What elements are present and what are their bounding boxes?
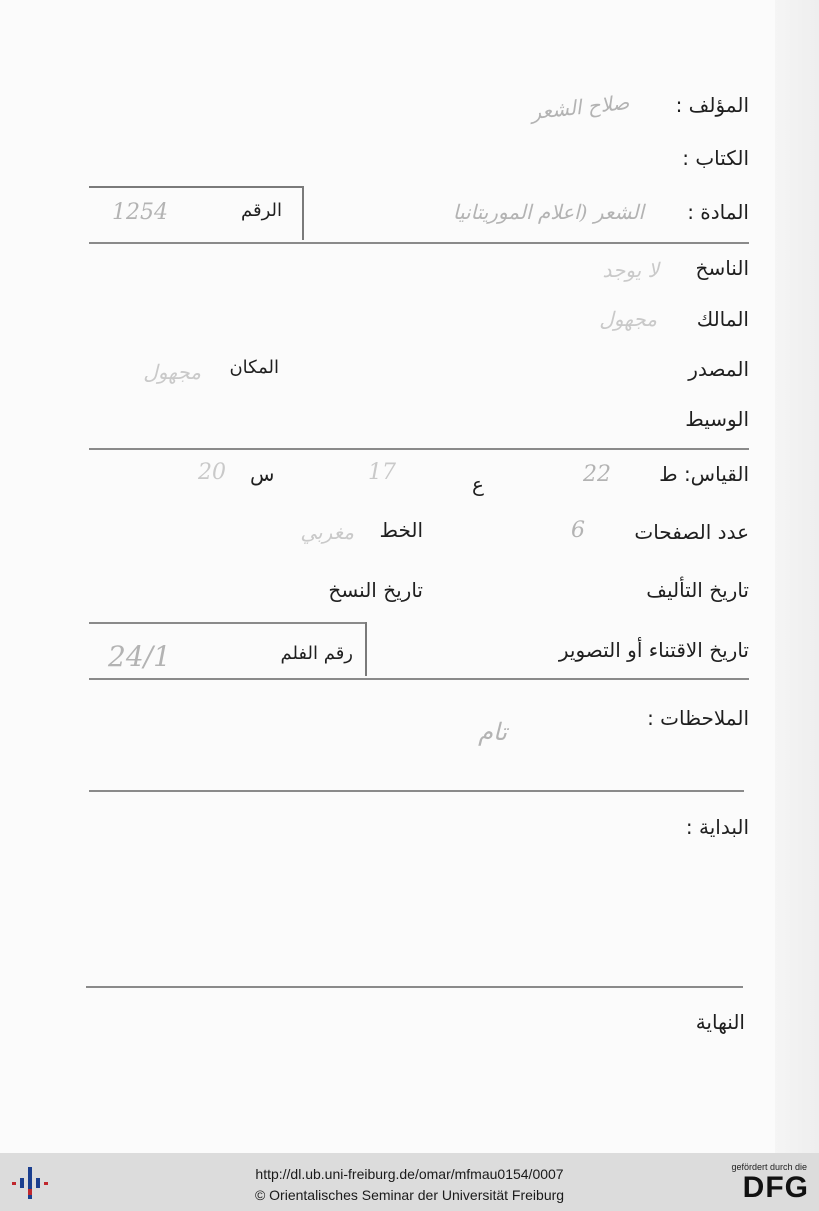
number-value: 1254 [112,200,168,225]
subject-label: المادة : [687,200,749,224]
copyist-label: الناسخ [695,256,749,280]
measure-t-value: 22 [583,462,611,487]
notes-label: الملاحظات : [647,706,749,730]
composition-date-label: تاريخ التأليف [646,578,749,602]
notes-value: تام [478,718,507,746]
copy-date-label: تاريخ النسخ [328,578,423,602]
copyright-text: © Orientalisches Seminar der Universität Freiburg [254,1187,565,1203]
document-url-link[interactable]: http://dl.ub.uni-freiburg.de/omar/mfmau0154/0007 [255,1166,564,1182]
divider-3 [89,678,749,680]
mediator-label: الوسيط [685,407,749,431]
measure-s-label: س [250,462,275,486]
divider-4 [89,790,744,792]
divider-2 [89,448,749,450]
film-label: رقم الفلم [280,643,353,664]
page-edge-shadow [775,0,819,1153]
film-box-right [365,622,367,676]
acquisition-label: تاريخ الاقتناء أو التصوير [558,638,749,662]
place-label: المكان [229,357,279,378]
film-value: 24/1 [108,640,171,673]
script-value: مغربي [300,520,354,544]
source-label: المصدر [688,357,749,381]
book-label: الكتاب : [682,146,749,170]
measure-s-value: 20 [198,460,226,485]
dfg-logo: DFG [742,1171,809,1204]
pages-label: عدد الصفحات [634,520,749,544]
footer-bar [0,1153,819,1211]
measure-a-label: ع [472,472,484,496]
film-box-top [89,622,367,624]
divider-1 [89,242,749,244]
dfg-caption: gefördert durch die [731,1162,807,1172]
number-label: الرقم [240,200,282,221]
subject-value: الشعر (اعلام الموريتانيا [452,200,644,224]
end-label: النهاية [695,1010,745,1034]
measure-a-value: 17 [368,460,396,485]
owner-value: مجهول [599,307,657,331]
owner-label: المالك [696,307,749,331]
pages-value: 6 [571,518,585,543]
author-label: المؤلف : [675,93,749,117]
place-value: مجهول [143,360,201,384]
script-label: الخط [379,518,423,542]
author-value: صلاح الشعر [529,89,630,125]
copyist-value: لا يوجد [602,258,659,282]
beginning-label: البداية : [685,815,749,839]
measure-label: القياس: ط [659,462,749,486]
divider-5 [86,986,743,988]
